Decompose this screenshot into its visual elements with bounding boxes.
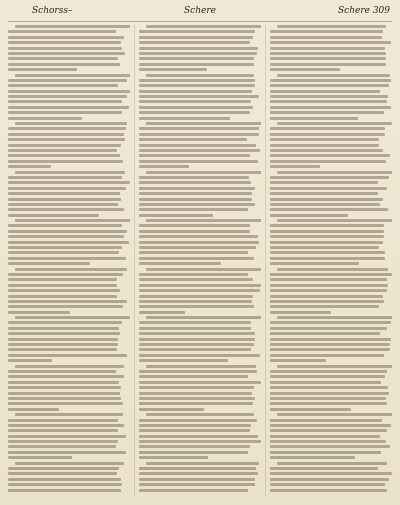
- text-line-placeholder: [146, 122, 261, 125]
- text-line-placeholder: [270, 408, 351, 411]
- running-head: [8, 5, 392, 21]
- text-line-placeholder: [8, 478, 121, 481]
- text-line-placeholder: [139, 278, 253, 281]
- text-line-placeholder: [8, 483, 122, 486]
- text-line-placeholder: [8, 348, 117, 351]
- text-line-placeholder: [139, 117, 230, 120]
- text-line-placeholder: [8, 100, 122, 103]
- text-line-placeholder: [139, 381, 261, 384]
- text-line-placeholder: [139, 138, 247, 141]
- text-line-placeholder: [139, 359, 228, 362]
- text-line-placeholder: [270, 257, 385, 260]
- text-line-placeholder: [139, 332, 255, 335]
- text-line-placeholder: [139, 100, 251, 103]
- text-line-placeholder: [139, 95, 259, 98]
- header-rule: [8, 21, 392, 22]
- text-line-placeholder: [139, 127, 259, 130]
- text-line-placeholder: [8, 273, 123, 276]
- text-line-placeholder: [139, 311, 185, 314]
- text-line-placeholder: [270, 435, 380, 438]
- text-line-placeholder: [146, 219, 261, 222]
- text-line-placeholder: [139, 214, 213, 217]
- text-line-placeholder: [270, 47, 385, 50]
- text-line-placeholder: [8, 321, 122, 324]
- text-line-placeholder: [270, 289, 387, 292]
- text-line-placeholder: [139, 63, 254, 66]
- text-line-placeholder: [139, 192, 252, 195]
- text-line-placeholder: [139, 208, 248, 211]
- text-line-placeholder: [8, 246, 122, 249]
- text-line-placeholder: [139, 321, 251, 324]
- text-line-placeholder: [8, 284, 117, 287]
- text-line-placeholder: [8, 117, 82, 120]
- text-line-placeholder: [139, 230, 250, 233]
- text-line-placeholder: [139, 79, 255, 82]
- text-line-placeholder: [270, 41, 391, 44]
- text-line-placeholder: [8, 57, 118, 60]
- text-line-placeholder: [8, 295, 117, 298]
- text-line-placeholder: [270, 295, 383, 298]
- text-line-placeholder: [277, 74, 390, 77]
- text-line-placeholder: [270, 338, 391, 341]
- text-line-placeholder: [270, 284, 388, 287]
- text-line-placeholder: [15, 413, 123, 416]
- text-line-placeholder: [270, 68, 340, 71]
- text-line-placeholder: [8, 440, 118, 443]
- text-line-placeholder: [270, 402, 387, 405]
- text-line-placeholder: [8, 90, 130, 93]
- text-line-placeholder: [139, 429, 250, 432]
- text-line-placeholder: [8, 472, 117, 475]
- text-line-placeholder: [8, 79, 127, 82]
- text-line-placeholder: [139, 251, 248, 254]
- text-line-placeholder: [8, 63, 120, 66]
- text-line-placeholder: [8, 408, 59, 411]
- text-line-placeholder: [270, 84, 389, 87]
- text-line-placeholder: [139, 445, 250, 448]
- text-line-placeholder: [270, 111, 384, 114]
- text-line-placeholder: [146, 365, 255, 368]
- text-line-placeholder: [270, 343, 390, 346]
- text-line-placeholder: [270, 251, 385, 254]
- text-column-3: [270, 25, 392, 497]
- text-line-placeholder: [8, 214, 99, 217]
- text-line-placeholder: [139, 478, 255, 481]
- text-line-placeholder: [270, 456, 355, 459]
- text-line-placeholder: [270, 241, 383, 244]
- text-line-placeholder: [139, 343, 254, 346]
- text-line-placeholder: [8, 95, 127, 98]
- text-line-placeholder: [8, 30, 116, 33]
- text-line-placeholder: [146, 171, 261, 174]
- text-line-placeholder: [270, 451, 381, 454]
- text-line-placeholder: [8, 68, 77, 71]
- text-line-placeholder: [139, 419, 257, 422]
- text-line-placeholder: [139, 354, 260, 357]
- text-line-placeholder: [270, 273, 392, 276]
- text-line-placeholder: [8, 402, 123, 405]
- text-line-placeholder: [15, 122, 127, 125]
- text-line-placeholder: [8, 451, 126, 454]
- text-line-placeholder: [139, 402, 253, 405]
- text-line-placeholder: [8, 338, 118, 341]
- text-line-placeholder: [15, 365, 124, 368]
- text-line-placeholder: [270, 214, 348, 217]
- text-line-placeholder: [139, 289, 260, 292]
- text-line-placeholder: [8, 375, 124, 378]
- running-head-center: Schere: [184, 6, 216, 16]
- text-line-placeholder: [139, 397, 255, 400]
- text-line-placeholder: [270, 154, 390, 157]
- text-line-placeholder: [277, 219, 392, 222]
- text-line-placeholder: [270, 63, 386, 66]
- text-line-placeholder: [270, 149, 383, 152]
- text-line-placeholder: [8, 397, 121, 400]
- text-column-1: [8, 25, 130, 497]
- text-line-placeholder: [146, 462, 259, 465]
- text-line-placeholder: [270, 36, 382, 39]
- text-line-placeholder: [270, 300, 384, 303]
- text-line-placeholder: [8, 41, 121, 44]
- text-line-placeholder: [270, 203, 380, 206]
- text-line-placeholder: [270, 100, 387, 103]
- text-line-placeholder: [8, 176, 122, 179]
- text-line-placeholder: [139, 154, 250, 157]
- text-line-placeholder: [139, 36, 253, 39]
- text-line-placeholder: [8, 489, 121, 492]
- text-line-placeholder: [8, 386, 121, 389]
- text-line-placeholder: [270, 138, 379, 141]
- text-line-placeholder: [139, 133, 259, 136]
- text-line-placeholder: [277, 122, 392, 125]
- text-line-placeholder: [8, 392, 120, 395]
- text-line-placeholder: [139, 273, 248, 276]
- text-line-placeholder: [270, 208, 388, 211]
- text-line-placeholder: [277, 171, 392, 174]
- text-line-placeholder: [270, 375, 385, 378]
- text-line-placeholder: [139, 392, 252, 395]
- text-line-placeholder: [139, 90, 252, 93]
- text-line-placeholder: [139, 375, 248, 378]
- text-line-placeholder: [270, 95, 388, 98]
- text-line-placeholder: [139, 181, 251, 184]
- text-line-placeholder: [139, 187, 255, 190]
- text-line-placeholder: [15, 462, 124, 465]
- text-line-placeholder: [270, 440, 386, 443]
- text-line-placeholder: [8, 224, 122, 227]
- text-line-placeholder: [139, 348, 251, 351]
- text-line-placeholder: [270, 359, 326, 362]
- text-line-placeholder: [8, 332, 120, 335]
- text-line-placeholder: [270, 467, 378, 470]
- text-line-placeholder: [270, 133, 385, 136]
- text-line-placeholder: [8, 311, 70, 314]
- text-line-placeholder: [8, 262, 90, 265]
- text-line-placeholder: [146, 413, 253, 416]
- text-line-placeholder: [139, 111, 250, 114]
- column-divider: [134, 25, 135, 497]
- text-line-placeholder: [270, 176, 389, 179]
- text-line-placeholder: [270, 354, 384, 357]
- text-line-placeholder: [139, 57, 254, 60]
- text-line-placeholder: [8, 198, 121, 201]
- text-line-placeholder: [8, 127, 126, 130]
- text-line-placeholder: [8, 144, 121, 147]
- text-line-placeholder: [8, 354, 127, 357]
- text-line-placeholder: [270, 397, 386, 400]
- text-line-placeholder: [8, 165, 51, 168]
- text-line-placeholder: [270, 483, 385, 486]
- text-line-placeholder: [270, 332, 380, 335]
- text-line-placeholder: [270, 106, 391, 109]
- text-line-placeholder: [270, 144, 379, 147]
- text-line-placeholder: [8, 154, 120, 157]
- text-line-placeholder: [270, 381, 381, 384]
- text-line-placeholder: [8, 424, 124, 427]
- text-line-placeholder: [139, 370, 257, 373]
- text-line-placeholder: [146, 25, 261, 28]
- text-line-placeholder: [8, 429, 118, 432]
- text-line-placeholder: [139, 467, 256, 470]
- text-line-placeholder: [139, 408, 204, 411]
- text-line-placeholder: [8, 305, 123, 308]
- text-line-placeholder: [8, 419, 118, 422]
- text-line-placeholder: [270, 181, 378, 184]
- text-line-placeholder: [8, 435, 126, 438]
- text-line-placeholder: [270, 192, 378, 195]
- text-line-placeholder: [8, 230, 127, 233]
- text-line-placeholder: [270, 489, 387, 492]
- text-line-placeholder: [15, 268, 127, 271]
- text-line-placeholder: [8, 36, 124, 39]
- text-line-placeholder: [270, 321, 391, 324]
- text-line-placeholder: [8, 370, 116, 373]
- text-line-placeholder: [8, 445, 116, 448]
- text-line-placeholder: [139, 284, 261, 287]
- text-line-placeholder: [139, 338, 255, 341]
- text-line-placeholder: [277, 413, 392, 416]
- text-line-placeholder: [139, 327, 251, 330]
- text-line-placeholder: [139, 41, 250, 44]
- text-line-placeholder: [270, 348, 390, 351]
- running-head-right: Schere 309: [338, 6, 390, 16]
- text-line-placeholder: [270, 429, 387, 432]
- text-line-placeholder: [146, 316, 261, 319]
- text-line-placeholder: [270, 127, 385, 130]
- text-line-placeholder: [270, 198, 383, 201]
- text-line-placeholder: [8, 106, 129, 109]
- text-line-placeholder: [139, 440, 261, 443]
- text-line-placeholder: [270, 445, 390, 448]
- text-line-placeholder: [139, 235, 258, 238]
- text-line-placeholder: [146, 268, 261, 271]
- text-line-placeholder: [139, 305, 254, 308]
- text-line-placeholder: [139, 241, 259, 244]
- text-line-placeholder: [270, 187, 387, 190]
- text-line-placeholder: [8, 257, 126, 260]
- text-line-placeholder: [139, 47, 258, 50]
- running-head-left: Schorss–: [32, 6, 73, 16]
- text-line-placeholder: [270, 327, 387, 330]
- text-line-placeholder: [15, 74, 130, 77]
- text-line-placeholder: [8, 133, 124, 136]
- text-line-placeholder: [8, 456, 72, 459]
- text-line-placeholder: [270, 424, 391, 427]
- text-line-placeholder: [270, 278, 387, 281]
- text-line-placeholder: [8, 192, 120, 195]
- text-line-placeholder: [139, 483, 255, 486]
- text-line-placeholder: [270, 235, 384, 238]
- text-line-placeholder: [270, 370, 387, 373]
- text-line-placeholder: [8, 149, 117, 152]
- text-line-placeholder: [139, 489, 248, 492]
- text-line-placeholder: [139, 52, 257, 55]
- text-line-placeholder: [8, 278, 117, 281]
- text-line-placeholder: [270, 57, 386, 60]
- text-line-placeholder: [8, 241, 129, 244]
- text-line-placeholder: [277, 462, 387, 465]
- text-line-placeholder: [139, 295, 253, 298]
- text-line-placeholder: [270, 262, 359, 265]
- text-line-placeholder: [8, 327, 119, 330]
- text-line-placeholder: [270, 311, 331, 314]
- text-line-placeholder: [8, 467, 119, 470]
- text-line-placeholder: [139, 203, 255, 206]
- text-line-placeholder: [139, 165, 189, 168]
- text-line-placeholder: [8, 181, 130, 184]
- text-line-placeholder: [270, 30, 383, 33]
- text-line-placeholder: [139, 84, 255, 87]
- text-line-placeholder: [139, 246, 256, 249]
- text-line-placeholder: [139, 149, 260, 152]
- text-line-placeholder: [139, 424, 251, 427]
- text-line-placeholder: [146, 74, 254, 77]
- text-line-placeholder: [8, 359, 52, 362]
- text-column-2: [139, 25, 261, 497]
- text-line-placeholder: [139, 68, 207, 71]
- text-line-placeholder: [8, 381, 119, 384]
- text-line-placeholder: [277, 316, 392, 319]
- text-line-placeholder: [139, 472, 258, 475]
- text-line-placeholder: [8, 111, 122, 114]
- text-line-placeholder: [8, 52, 125, 55]
- text-line-placeholder: [15, 171, 125, 174]
- text-line-placeholder: [139, 456, 208, 459]
- text-line-placeholder: [139, 160, 258, 163]
- text-line-placeholder: [8, 47, 122, 50]
- text-line-placeholder: [8, 187, 126, 190]
- text-line-placeholder: [8, 289, 120, 292]
- text-line-placeholder: [270, 419, 382, 422]
- text-line-placeholder: [270, 246, 379, 249]
- text-line-placeholder: [277, 365, 392, 368]
- text-line-placeholder: [8, 203, 118, 206]
- text-line-placeholder: [8, 300, 127, 303]
- text-line-placeholder: [8, 138, 125, 141]
- text-line-placeholder: [277, 268, 388, 271]
- text-line-placeholder: [270, 79, 391, 82]
- text-line-placeholder: [270, 386, 388, 389]
- column-divider: [265, 25, 266, 497]
- text-line-placeholder: [15, 316, 130, 319]
- text-line-placeholder: [8, 208, 124, 211]
- text-line-placeholder: [139, 262, 221, 265]
- text-line-placeholder: [139, 224, 250, 227]
- text-line-placeholder: [15, 219, 130, 222]
- text-line-placeholder: [270, 230, 384, 233]
- text-line-placeholder: [270, 165, 320, 168]
- text-line-placeholder: [270, 90, 380, 93]
- text-line-placeholder: [8, 251, 119, 254]
- text-line-placeholder: [139, 198, 252, 201]
- text-line-placeholder: [270, 52, 386, 55]
- text-line-placeholder: [277, 25, 385, 28]
- text-line-placeholder: [139, 144, 256, 147]
- text-line-placeholder: [139, 451, 248, 454]
- text-line-placeholder: [270, 224, 384, 227]
- text-line-placeholder: [139, 106, 253, 109]
- text-line-placeholder: [8, 84, 118, 87]
- text-line-placeholder: [139, 435, 258, 438]
- text-line-placeholder: [270, 305, 379, 308]
- text-line-placeholder: [270, 117, 358, 120]
- text-line-placeholder: [15, 25, 130, 28]
- text-line-placeholder: [8, 235, 124, 238]
- text-line-placeholder: [8, 343, 118, 346]
- text-line-placeholder: [139, 386, 254, 389]
- text-line-placeholder: [139, 176, 249, 179]
- text-line-placeholder: [139, 300, 252, 303]
- text-line-placeholder: [139, 30, 255, 33]
- text-line-placeholder: [8, 160, 123, 163]
- text-line-placeholder: [270, 472, 392, 475]
- text-line-placeholder: [270, 478, 389, 481]
- text-line-placeholder: [139, 257, 254, 260]
- text-line-placeholder: [270, 160, 386, 163]
- text-line-placeholder: [270, 392, 389, 395]
